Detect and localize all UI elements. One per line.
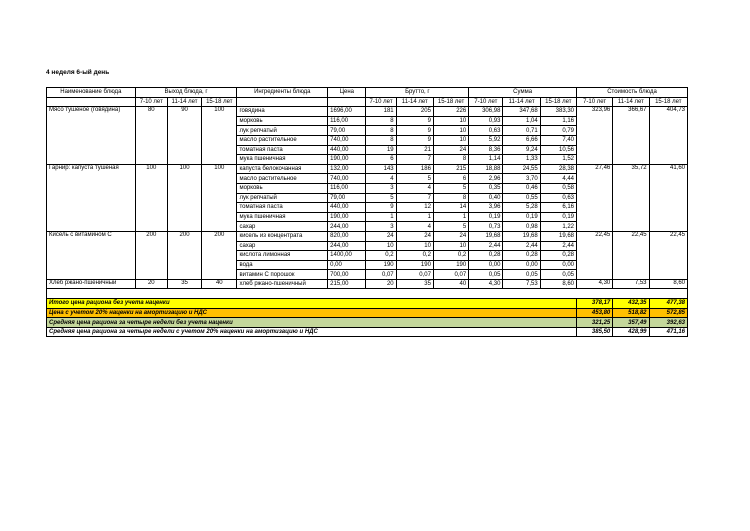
sum-value: 19,68: [503, 231, 540, 241]
gross-value: 0,2: [366, 251, 396, 261]
summary-label: Средняя цена рациона за четыре недели без учета наценки: [47, 318, 577, 328]
ingredient-price: 740,00: [328, 135, 366, 145]
gross-value: 19: [366, 145, 396, 155]
gross-value: 10: [433, 241, 468, 251]
ingredient-price: 700,00: [328, 270, 366, 280]
sum-value: 0,00: [540, 260, 576, 270]
header-dish: Наименование блюда: [47, 88, 136, 98]
age-header: 11-14 лет: [503, 97, 540, 107]
ingredient-price: 820,00: [328, 231, 366, 241]
sum-value: 0,19: [469, 212, 503, 222]
sum-value: 5,92: [469, 135, 503, 145]
sum-value: 0,28: [503, 251, 540, 261]
ingredient-price: 116,00: [328, 183, 366, 193]
age-header: 11-14 лет: [167, 97, 201, 107]
gross-value: 5: [433, 183, 468, 193]
ingredient-price: 440,00: [328, 145, 366, 155]
sum-value: 0,28: [469, 251, 503, 261]
sum-value: 7,53: [503, 279, 540, 289]
sum-value: 1,22: [540, 222, 576, 232]
gross-value: 12: [396, 203, 433, 213]
table-row: [47, 279, 688, 289]
sum-value: 6,16: [540, 203, 576, 213]
sum-value: 4,30: [469, 279, 503, 289]
gross-value: 3: [366, 183, 396, 193]
gross-value: 24: [433, 231, 468, 241]
header-blank: [237, 97, 328, 107]
summary-label: Итого цена рациона без учета наценки: [47, 299, 577, 309]
age-header: 15-18 лет: [433, 97, 468, 107]
summary-value: 572,85: [649, 308, 687, 318]
gross-value: 10: [433, 126, 468, 136]
header-cost: Стоимость блюда: [577, 88, 688, 98]
gross-value: 10: [433, 116, 468, 126]
gross-value: 226: [433, 107, 468, 117]
sum-value: 347,68: [503, 107, 540, 117]
age-header: 11-14 лет: [613, 97, 649, 107]
ingredient-name: морковь: [237, 183, 328, 193]
ingredient-name: морковь: [237, 116, 328, 126]
ingredient-name: лук репчатый: [237, 126, 328, 136]
dish-name: Хлеб ржано-пшеничный: [47, 279, 136, 289]
ingredient-name: говядина: [237, 107, 328, 117]
summary-value: 357,49: [613, 318, 649, 328]
sum-value: 0,28: [540, 251, 576, 261]
dish-name: Кисель с витамином С: [47, 231, 136, 279]
sum-value: 1,04: [503, 116, 540, 126]
sum-value: 5,28: [503, 203, 540, 213]
ingredient-name: хлеб ржано-пшеничный: [237, 279, 328, 289]
ingredient-price: 190,00: [328, 155, 366, 165]
gross-value: 7: [396, 155, 433, 165]
gross-value: 190: [433, 260, 468, 270]
sum-value: 0,05: [469, 270, 503, 280]
sum-value: 3,96: [469, 203, 503, 213]
gross-value: 24: [396, 231, 433, 241]
dish-output: 40: [202, 279, 237, 289]
sum-value: 8,36: [469, 145, 503, 155]
gross-value: 9: [396, 135, 433, 145]
sum-value: 0,05: [540, 270, 576, 280]
sum-value: 10,56: [540, 145, 576, 155]
sum-value: 24,55: [503, 164, 540, 174]
gross-value: 205: [396, 107, 433, 117]
age-header: 7-10 лет: [366, 97, 396, 107]
ingredient-name: сахар: [237, 222, 328, 232]
sum-value: 1,16: [540, 116, 576, 126]
gross-value: 4: [366, 174, 396, 184]
gross-value: 10: [396, 241, 433, 251]
sum-value: 0,58: [540, 183, 576, 193]
sum-value: 2,44: [540, 241, 576, 251]
ingredient-price: 244,00: [328, 241, 366, 251]
gross-value: 8: [366, 135, 396, 145]
gross-value: 9: [366, 203, 396, 213]
header-ingredients: Ингредиенты блюда: [237, 88, 328, 98]
dish-cost: 22,45: [577, 231, 613, 279]
age-header: 7-10 лет: [469, 97, 503, 107]
gross-value: 35: [396, 279, 433, 289]
header-blank: [328, 97, 366, 107]
ingredient-price: 1696,00: [328, 107, 366, 117]
ingredient-name: витамин С порошок: [237, 270, 328, 280]
sum-value: 383,30: [540, 107, 576, 117]
spacer-row: [47, 289, 688, 299]
sum-value: 28,38: [540, 164, 576, 174]
sum-value: 0,19: [503, 212, 540, 222]
summary-row: [47, 299, 688, 309]
ingredient-price: 740,00: [328, 174, 366, 184]
ingredient-price: 0,00: [328, 260, 366, 270]
gross-value: 24: [433, 145, 468, 155]
ingredient-name: масло растительное: [237, 135, 328, 145]
sum-value: 0,73: [469, 222, 503, 232]
age-header: 7-10 лет: [577, 97, 613, 107]
age-header: 15-18 лет: [649, 97, 687, 107]
sum-value: 306,98: [469, 107, 503, 117]
sum-value: 1,33: [503, 155, 540, 165]
sum-value: 19,68: [469, 231, 503, 241]
dish-output: 90: [167, 107, 201, 165]
gross-value: 20: [366, 279, 396, 289]
sum-value: 1,14: [469, 155, 503, 165]
summary-value: 385,50: [577, 327, 613, 337]
summary-value: 477,38: [649, 299, 687, 309]
table-row: [47, 107, 688, 117]
sum-value: 0,00: [503, 260, 540, 270]
dish-name: Мясо тушеное (говядина): [47, 107, 136, 165]
gross-value: 1: [433, 212, 468, 222]
gross-value: 0,07: [396, 270, 433, 280]
age-header: 15-18 лет: [540, 97, 576, 107]
sum-value: 3,70: [503, 174, 540, 184]
summary-value: 471,16: [649, 327, 687, 337]
ingredient-name: капуста белокочанная: [237, 164, 328, 174]
ingredient-price: 215,00: [328, 279, 366, 289]
sum-value: 2,44: [503, 241, 540, 251]
gross-value: 10: [433, 135, 468, 145]
header-price: Цена: [328, 88, 366, 98]
page-title: 4 неделя 6-ый день: [46, 69, 110, 76]
dish-cost: 22,45: [613, 231, 649, 279]
gross-value: 186: [396, 164, 433, 174]
gross-value: 24: [366, 231, 396, 241]
ingredient-name: томатная паста: [237, 145, 328, 155]
sum-value: 2,44: [469, 241, 503, 251]
summary-value: 392,63: [649, 318, 687, 328]
header-output: Выход блюда, г: [135, 88, 237, 98]
ingredient-name: лук репчатый: [237, 193, 328, 203]
summary-value: 321,25: [577, 318, 613, 328]
menu-table: [46, 87, 688, 337]
dish-output: 80: [135, 107, 167, 165]
gross-value: 0,2: [396, 251, 433, 261]
sum-value: 0,63: [469, 126, 503, 136]
gross-value: 1: [396, 212, 433, 222]
gross-value: 143: [366, 164, 396, 174]
dish-cost: 35,72: [613, 164, 649, 231]
gross-value: 0,07: [366, 270, 396, 280]
gross-value: 0,07: [433, 270, 468, 280]
gross-value: 5: [366, 193, 396, 203]
gross-value: 8: [433, 193, 468, 203]
gross-value: 4: [396, 183, 433, 193]
gross-value: 0,2: [433, 251, 468, 261]
summary-label: Средняя цена рациона за четыре недели с учетом 20% наценки на амортизацию и НДС: [47, 327, 577, 337]
sum-value: 0,71: [503, 126, 540, 136]
ingredient-price: 244,00: [328, 222, 366, 232]
sum-value: 7,40: [540, 135, 576, 145]
ingredient-name: масло растительное: [237, 174, 328, 184]
dish-output: 20: [135, 279, 167, 289]
header-gross: Брутто, г: [366, 88, 469, 98]
summary-row: [47, 308, 688, 318]
sum-value: 0,00: [469, 260, 503, 270]
gross-value: 1: [366, 212, 396, 222]
spacer-cell: [47, 289, 688, 299]
ingredient-price: 132,00: [328, 164, 366, 174]
summary-row: [47, 318, 688, 328]
sum-value: 6,66: [503, 135, 540, 145]
dish-output: 200: [202, 231, 237, 279]
dish-output: 100: [202, 164, 237, 231]
gross-value: 181: [366, 107, 396, 117]
ingredient-price: 1400,00: [328, 251, 366, 261]
ingredient-price: 190,00: [328, 212, 366, 222]
summary-label: Цена с учетом 20% наценки на амортизацию и НДС: [47, 308, 577, 318]
gross-value: 8: [366, 126, 396, 136]
dish-cost: 7,53: [613, 279, 649, 289]
gross-value: 6: [366, 155, 396, 165]
dish-output: 100: [135, 164, 167, 231]
sum-value: 4,44: [540, 174, 576, 184]
gross-value: 8: [366, 116, 396, 126]
gross-value: 190: [396, 260, 433, 270]
dish-output: 200: [135, 231, 167, 279]
dish-cost: 323,96: [577, 107, 613, 165]
summary-row: [47, 327, 688, 337]
gross-value: 40: [433, 279, 468, 289]
dish-cost: 404,73: [649, 107, 687, 165]
dish-cost: 41,60: [649, 164, 687, 231]
ingredient-price: 79,00: [328, 193, 366, 203]
ingredient-name: вода: [237, 260, 328, 270]
summary-value: 428,99: [613, 327, 649, 337]
sum-value: 0,63: [540, 193, 576, 203]
dish-output: 35: [167, 279, 201, 289]
sum-value: 9,24: [503, 145, 540, 155]
sum-value: 0,98: [503, 222, 540, 232]
sum-value: 1,52: [540, 155, 576, 165]
header-blank: [47, 97, 136, 107]
ingredient-name: мука пшеничная: [237, 155, 328, 165]
summary-value: 378,17: [577, 299, 613, 309]
summary-value: 432,35: [613, 299, 649, 309]
ingredient-name: кисель из концентрата: [237, 231, 328, 241]
ingredient-price: 116,00: [328, 116, 366, 126]
age-header: 11-14 лет: [396, 97, 433, 107]
gross-value: 21: [396, 145, 433, 155]
gross-value: 14: [433, 203, 468, 213]
gross-value: 5: [396, 174, 433, 184]
gross-value: 6: [433, 174, 468, 184]
dish-cost: 27,46: [577, 164, 613, 231]
gross-value: 4: [396, 222, 433, 232]
gross-value: 3: [366, 222, 396, 232]
summary-value: 453,80: [577, 308, 613, 318]
summary-value: 518,82: [613, 308, 649, 318]
gross-value: 10: [366, 241, 396, 251]
sum-value: 2,96: [469, 174, 503, 184]
sum-value: 0,40: [469, 193, 503, 203]
gross-value: 5: [433, 222, 468, 232]
sum-value: 0,79: [540, 126, 576, 136]
dish-cost: 8,60: [649, 279, 687, 289]
dish-cost: 22,45: [649, 231, 687, 279]
ingredient-name: кислота лимонная: [237, 251, 328, 261]
ingredient-name: сахар: [237, 241, 328, 251]
sum-value: 18,88: [469, 164, 503, 174]
age-header: 15-18 лет: [202, 97, 237, 107]
dish-cost: 366,67: [613, 107, 649, 165]
sum-value: 0,35: [469, 183, 503, 193]
header-sum: Сумма: [469, 88, 577, 98]
ingredient-price: 440,00: [328, 203, 366, 213]
sum-value: 0,46: [503, 183, 540, 193]
dish-cost: 4,30: [577, 279, 613, 289]
dish-output: 100: [202, 107, 237, 165]
age-header: 7-10 лет: [135, 97, 167, 107]
sum-value: 0,93: [469, 116, 503, 126]
dish-name: Гарнир: капуста тушеная: [47, 164, 136, 231]
dish-output: 200: [167, 231, 201, 279]
sum-value: 0,05: [503, 270, 540, 280]
sum-value: 0,55: [503, 193, 540, 203]
sum-value: 8,60: [540, 279, 576, 289]
ingredient-name: мука пшеничная: [237, 212, 328, 222]
gross-value: 9: [396, 116, 433, 126]
ingredient-price: 79,00: [328, 126, 366, 136]
table-row: [47, 164, 688, 174]
dish-output: 100: [167, 164, 201, 231]
gross-value: 215: [433, 164, 468, 174]
gross-value: 8: [433, 155, 468, 165]
gross-value: 190: [366, 260, 396, 270]
ingredient-name: томатная паста: [237, 203, 328, 213]
gross-value: 7: [396, 193, 433, 203]
sum-value: 0,19: [540, 212, 576, 222]
sum-value: 19,68: [540, 231, 576, 241]
table-row: [47, 231, 688, 241]
gross-value: 9: [396, 126, 433, 136]
